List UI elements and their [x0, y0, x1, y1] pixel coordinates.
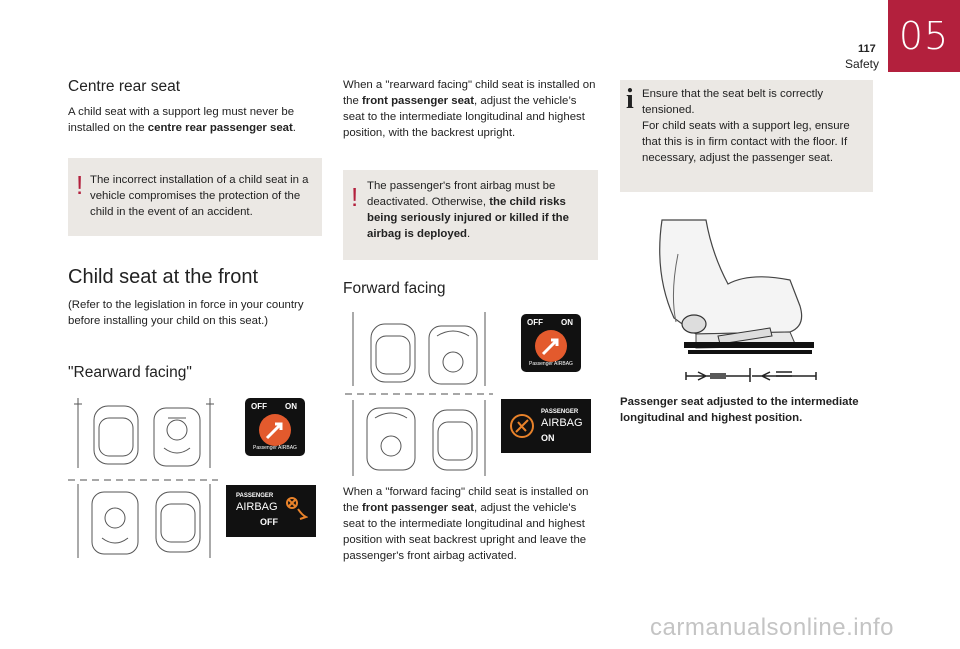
heading-centre-rear-seat: Centre rear seat [68, 78, 180, 95]
child-seat-rearward-icon [154, 398, 214, 468]
info-text-2: For child seats with a support leg, ensure that this is in firm contact with the floor. If necessary, adjust the passenger seat. [642, 120, 850, 164]
child-seat-forward-icon [429, 312, 485, 386]
indicator-on-label: ON [541, 433, 555, 443]
switch-on-label: ON [285, 402, 297, 411]
warning-icon: ! [76, 170, 84, 200]
chapter-tab [888, 0, 960, 72]
child-seat-lower-forward-icon [353, 400, 415, 476]
airbag-switch-on-forward [521, 314, 581, 372]
seat-outline-lower-icon [156, 484, 210, 558]
position-arrows-icon [686, 368, 816, 382]
passenger-airbag-curved-label: Passenger AIRBAG [529, 361, 573, 367]
forward-paragraph: When a "forward facing" child seat is installed on the front passenger seat, adjust the vehicle's seat to the intermediate longitudinal and highest position with seat backrest upright and leave the passenger's front airbag activated. [343, 486, 589, 562]
passenger-seat-side-illustration [640, 214, 840, 382]
info-text-1: Ensure that the seat belt is correctly tensioned. [642, 88, 824, 116]
indicator-airbag-label: AIRBAG [541, 417, 583, 429]
seat-outline-icon [353, 312, 415, 386]
warning-box-airbag-deactivated [343, 170, 598, 260]
heading-forward-facing: Forward facing [343, 280, 446, 297]
airbag-warning-text: The passenger's front airbag must be deactivated. Otherwise, the child risks being seriously injured or killed if the airbag is deployed. [367, 180, 569, 240]
switch-off-label: OFF [527, 318, 543, 327]
airbag-seat-warning-icon [509, 413, 535, 439]
airbag-indicator-on [501, 399, 591, 453]
key-dial-icon [533, 328, 569, 364]
rearward-facing-seats-illustration [68, 388, 220, 564]
child-seat-lower-icon [78, 484, 138, 558]
airbag-switch-off-rearward [245, 398, 305, 456]
forward-facing-seats-illustration [345, 306, 495, 482]
warning-icon: ! [351, 182, 359, 212]
rearward-paragraph: When a "rearward facing" child seat is installed on the front passenger seat, adjust the vehicle’s seat to the intermediate longitudinal and highest position, with the backrest upright. [343, 79, 596, 139]
watermark-text: carmanualsonline.info [650, 614, 894, 641]
centre-rear-paragraph: A child seat with a support leg must never be installed on the centre rear passenger seat. [68, 106, 296, 134]
legislation-paragraph: (Refer to the legislation in force in your country before installing your child on this seat.) [68, 299, 304, 327]
seat-outline-lower-icon [433, 400, 485, 476]
indicator-airbag-label: AIRBAG [236, 501, 278, 513]
heading-child-seat-front: Child seat at the front [68, 266, 259, 288]
indicator-passenger-label: PASSENGER [541, 409, 579, 415]
switch-on-label: ON [561, 318, 573, 327]
warning-box-incorrect-installation [68, 158, 322, 236]
indicator-off-label: OFF [260, 517, 278, 527]
chapter-number: 05 [898, 14, 950, 58]
passenger-airbag-curved-label: Passenger AIRBAG [253, 445, 297, 451]
warning-text: The incorrect installation of a child seat in a vehicle compromises the protection of the child in the event of an accident. [90, 174, 309, 218]
indicator-passenger-label: PASSENGER [236, 493, 274, 499]
seat-outline-icon [74, 398, 138, 468]
section-title: Safety [845, 57, 880, 71]
airbag-seat-warning-icon [284, 495, 308, 521]
heading-rearward-facing: "Rearward facing" [68, 364, 192, 381]
key-dial-icon [257, 412, 293, 448]
info-box-seat-belt [620, 80, 873, 192]
seat-caption: Passenger seat adjusted to the intermediate longitudinal and highest position. [620, 396, 859, 424]
switch-off-label: OFF [251, 402, 267, 411]
info-icon: i [626, 84, 634, 115]
page-number: 117 [858, 43, 876, 55]
airbag-indicator-off [226, 485, 316, 537]
